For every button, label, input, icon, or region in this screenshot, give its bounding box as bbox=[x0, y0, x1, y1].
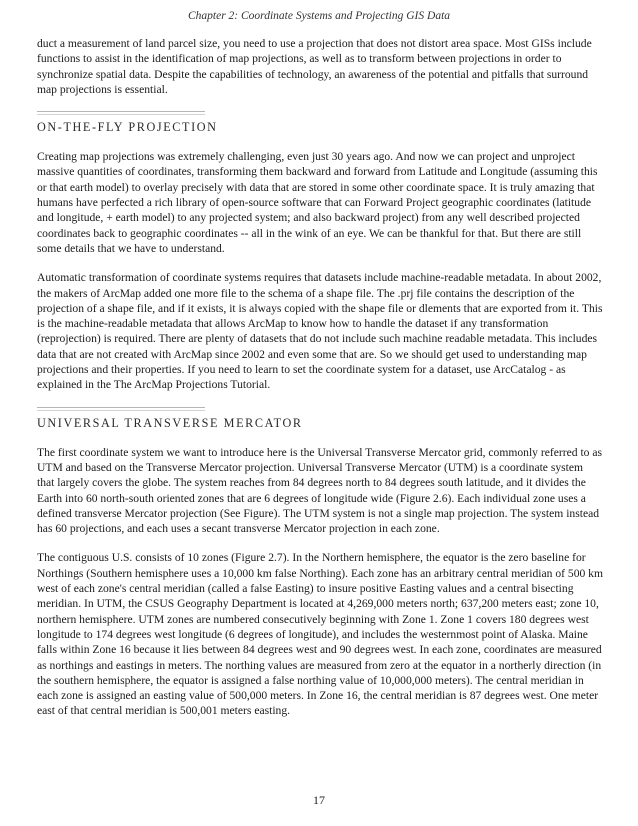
section-universal-transverse-mercator bbox=[37, 407, 603, 719]
section-rule bbox=[37, 410, 205, 411]
body-paragraph: The contiguous U.S. consists of 10 zones (Figure 2.7). In the Northern hemisphere, the equator is the zero baseline for Northings (Southern hemisphere uses a 10,000 km false Northing). Each zone has an arbitrary central meridian of 500 km west of each zone's central meridian (called a false Easting) to insure positive Easting values and a central bisecting meridian. In UTM, the CSUS Geography Department is located at 4,269,000 meters north; 637,200 meters east; zone 10, northern hemisphere. UTM zones are numbered consecutively beginning with Zone 1. Zone 1 covers 180 degrees west longitude to 174 degrees west longitude (6 degrees of longitude), and includes the westernmost point of Alaska. Maine falls within Zone 16 because it lies between 84 degrees west and 90 degrees west. In each zone, coordinates are measured as northings and eastings in meters. The northing values are measured from zero at the equator in a northerly direction (in the southern hemisphere, the equator is assigned a false northing value of 10,000,000 meters). The central meridian in each zone is assigned an easting value of 500,000 meters. In Zone 16, the central meridian is 87 degrees west. One meter east of that central meridian is 500,001 meters easting. bbox=[37, 551, 603, 718]
intro-paragraph: duct a measurement of land parcel size, you need to use a projection that does not distort area space. Most GISs include functions to assist in the identification of map projections, as well as to transform between projections in order to synchronize spatial data. Despite the capabilities of technology, an awareness of the potential and pitfalls that surround map projections is essential. bbox=[37, 37, 592, 96]
section-rule bbox=[37, 114, 205, 115]
section-on-the-fly-projection bbox=[37, 111, 603, 392]
section-heading: UNIVERSAL TRANSVERSE MERCATOR bbox=[37, 415, 303, 430]
page-content bbox=[37, 36, 603, 733]
page-number: 17 bbox=[313, 793, 325, 807]
section-rule bbox=[37, 111, 205, 112]
body-paragraph: Creating map projections was extremely challenging, even just 30 years ago. And now we can project and unproject massive quantities of coordinates, transforming them backward and forward from Latitude and Longitude (assuming this or that earth model) to overlay precisely with data that are stored in some other coordinate space. It is truly amazing that humans have perfected a rich library of open-source software that can Forward Project geographic coordinates (latitude and longitude, + earth model) to any projected system; and also backward project) from any well described projected coordinates back to geographic coordinates -- all in the wink of an eye. We can be thankful for that. But there are still some details that we have to understand. bbox=[37, 150, 598, 255]
section-heading: ON-THE-FLY PROJECTION bbox=[37, 120, 218, 135]
body-paragraph: Automatic transformation of coordinate systems requires that datasets include machine-readable metadata. In about 2002, the makers of ArcMap added one more file to the schema of a shape file. The .prj file contains the description of the projection of a shape file, and if it exists, it is always copied with the shape file or dlements that are exported from it. This is the machine-readable metadata that allows ArcMap to know how to handle the dataset if any transformation (reprojection) is required. There are plenty of datasets that do not include such machine readable metadata. This includes data that are not created with ArcMap since 2002 and even some that are. So we should get used to understanding map projections and their properties. If you need to learn to set the coordinate system for a dataset, use ArcCatalog - as explained in the The ArcMap Projections Tutorial. bbox=[37, 271, 603, 392]
body-paragraph: The first coordinate system we want to introduce here is the Universal Transverse Mercator grid, commonly referred to as UTM and based on the Transverse Mercator projection. Universal Transverse Mercator (UTM) is a coordinate system that largely covers the globe. The system reaches from 84 degrees north to 84 degrees south latitude, and it divides the Earth into 60 north-south oriented zones that are 6 degrees of longitude wide (Figure 2.6). Each individual zone uses a defined transverse Mercator projection (See Figure). The UTM system is not a single map projection. The system instead has 60 projections, and each uses a secant transverse Mercator projection in each zone. bbox=[37, 445, 603, 536]
running-head: Chapter 2: Coordinate Systems and Projecting GIS Data bbox=[187, 10, 451, 22]
section-rule bbox=[37, 407, 205, 408]
